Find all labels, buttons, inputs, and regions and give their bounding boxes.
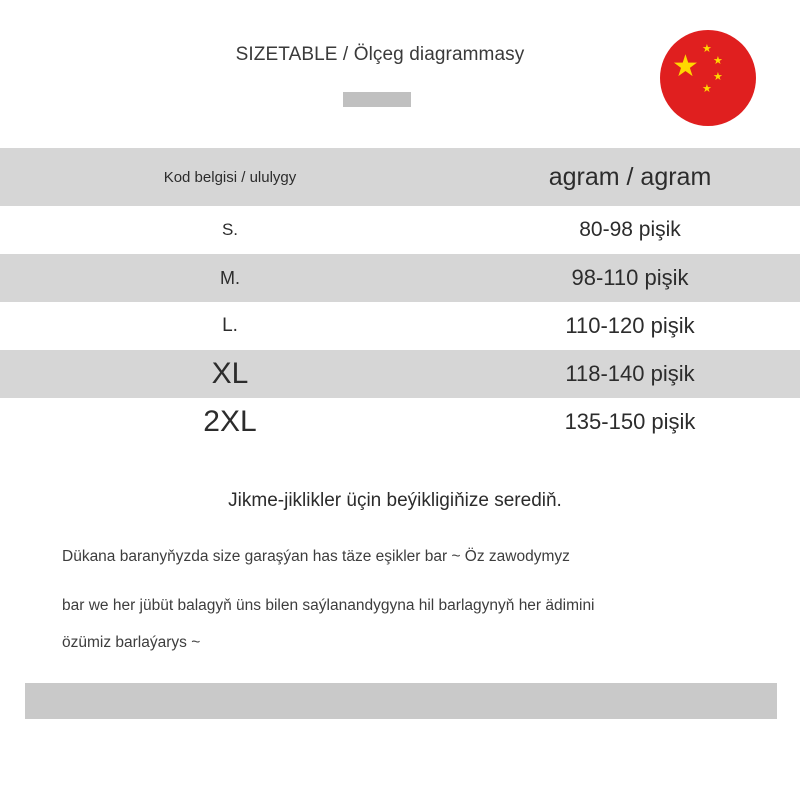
cell-size: XL xyxy=(211,357,249,390)
cell-weight: 118-140 pişik xyxy=(565,361,695,386)
flag-star-small-1: ★ xyxy=(702,43,712,55)
table-row xyxy=(0,302,800,350)
cell-weight: 80-98 pişik xyxy=(579,218,681,241)
flag-star-small-3: ★ xyxy=(713,71,723,83)
cell-size: S. xyxy=(221,220,239,239)
table-row xyxy=(0,350,800,398)
note-paragraph-line-3: özümiz barlaýarys ~ xyxy=(62,634,201,651)
column-header-weight: agram / agram xyxy=(548,162,712,191)
cell-size: M. xyxy=(220,267,240,288)
cell-weight: 135-150 pişik xyxy=(564,409,696,434)
size-table xyxy=(0,148,800,446)
bottom-spacer-bar xyxy=(0,719,800,737)
note-main: Jikme-jiklikler üçin beýikligiňize serediň. xyxy=(228,490,562,511)
flag-star-small-4: ★ xyxy=(702,83,712,95)
note-paragraph-line-2: bar we her jübüt balagyň üns bilen saýlanandygyna hil barlagynyň her ädimini xyxy=(62,597,595,614)
table-header-row xyxy=(0,148,800,206)
cell-size: 2XL xyxy=(203,405,257,438)
table-row xyxy=(0,398,800,446)
china-flag-icon xyxy=(660,30,756,126)
page-title: SIZETABLE / Ölçeg diagrammasy xyxy=(235,44,525,65)
title-underline-bar xyxy=(343,92,411,107)
bottom-decorative-bar xyxy=(25,683,777,719)
flag-star-large: ★ xyxy=(672,50,699,83)
cell-weight: 110-120 pişik xyxy=(565,313,695,338)
cell-weight: 98-110 pişik xyxy=(571,265,689,290)
table-row xyxy=(0,206,800,254)
table-row xyxy=(0,254,800,302)
note-paragraph-line-1: Dükana baranyňyzda size garaşýan has täze eşikler bar ~ Öz zawodymyz xyxy=(62,548,570,565)
flag-star-small-2: ★ xyxy=(713,55,723,67)
cell-size: L. xyxy=(222,315,238,336)
column-header-size: Kod belgisi / ululygy xyxy=(163,168,297,186)
